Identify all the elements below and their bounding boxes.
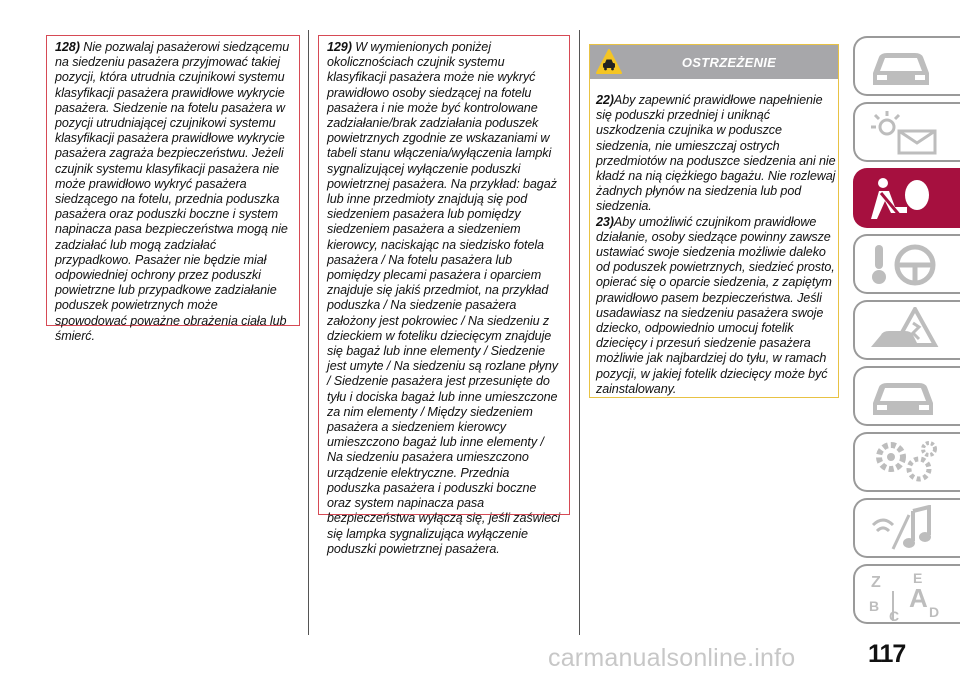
warning-item bbox=[596, 93, 836, 215]
multimedia-icon bbox=[869, 505, 945, 553]
car-dashboard-icon bbox=[869, 43, 945, 91]
steering-wheel-key-icon bbox=[869, 241, 945, 289]
car-service-icon bbox=[869, 373, 945, 421]
warning-text: Aby zapewnić prawidłowe napełnienie się poduszki przedniej i uniknąć uszkodzenia czujnika w poduszce siedzenia, nie umieszczaj ostrych przedmiotów na poduszce siedzenia ani nie kładź na nią ciężkiego bagażu. Nie rozlewaj żadnych płynów na siedzenia lub pod siedzenia. bbox=[596, 93, 836, 214]
svg-text:B: B bbox=[869, 598, 880, 614]
warning-ref: 23) bbox=[596, 214, 614, 229]
note-ref: 128) bbox=[55, 40, 80, 54]
tab-safety[interactable] bbox=[853, 168, 960, 228]
svg-text:A: A bbox=[909, 583, 928, 613]
alphabetical-index-icon bbox=[869, 571, 945, 623]
note-129 bbox=[318, 35, 570, 556]
warning-lights-icon bbox=[869, 109, 945, 157]
warning-text: Aby umożliwić czujnikom prawidłowe działanie, osoby siedzące powinny zawsze ustawiać swoje siedzenia możliwie daleko od poduszek powietrznych, siedzieć prosto, opierać się o oparcie siedzenia, z zapiętym prawidłowo pasem bezpieczeństwa. Jeśli usadawiasz na siedzeniu pasażera swoje dziecko, odpowiednio umocuj fotelik dziecięcy i przesuń siedzenie pasażera możliwie jak najbardziej do tyłu, w ramach pozycji, w jakiej fotelik dziecięcy może być zainstalowany. bbox=[596, 214, 835, 396]
warning-header bbox=[590, 45, 838, 79]
technical-data-icon bbox=[869, 439, 945, 487]
road-emergency-icon bbox=[869, 307, 945, 355]
warning-body bbox=[590, 79, 838, 405]
tab-multimedia[interactable] bbox=[853, 498, 960, 558]
tab-index[interactable] bbox=[853, 564, 960, 624]
watermark: carmanualsonline.info bbox=[548, 644, 796, 672]
airbag-safety-icon bbox=[869, 175, 945, 223]
warning-title: OSTRZEŻENIE bbox=[681, 55, 777, 70]
page-number: 117 bbox=[868, 640, 906, 668]
tab-dashboard[interactable] bbox=[853, 36, 960, 96]
warning-ref: 22) bbox=[596, 93, 614, 107]
tab-emergency[interactable] bbox=[853, 300, 960, 360]
tab-technical-data[interactable] bbox=[853, 432, 960, 492]
svg-text:D: D bbox=[929, 604, 940, 620]
svg-text:C: C bbox=[889, 608, 900, 623]
tab-maintenance[interactable] bbox=[853, 366, 960, 426]
note-ref: 129) bbox=[327, 40, 352, 54]
column-divider-left bbox=[308, 30, 309, 635]
column-divider-right bbox=[579, 30, 580, 635]
svg-text:E: E bbox=[913, 571, 923, 586]
tab-warning-lights[interactable] bbox=[853, 102, 960, 162]
note-text: W wymienionych poniżej okolicznościach czujnik systemu klasyfikacji pasażera może nie wykryć prawidłowo osoby siedzącej na fotelu pasażera i nie może być kontrolowane zadziałanie/brak zadziałania poduszek powietrznych zgodnie ze wskazaniami w tabeli stanu włączenia/wyłączenia lampki sygnalizującej wyłączenie poduszki powietrznej pasażera. Na przykład: bagaż lub inne przedmioty znajdują się pod siedzeniem pasażera lub pomiędzy siedzeniem pasażera a siedzeniem kierowcy, naciskając na siedzisko fotela pasażera / Na fotelu pasażera lub pomiędzy plecami pasażera i oparciem znajduje się jakiś przedmiot, na przykład poduszka / Na siedzenie pasażera założony jest pokrowiec / Na siedzeniu z dzieckiem w foteliku dziecięcym znajduje się bagaż lub inne elementy / Siedzenie jest umyte / Na siedzeniu są rozlane płyny / Siedzenie pasażera jest przesunięte do tyłu i dociska bagaż lub inne umieszczone za nim elementy / Między siedzeniem pasażera a siedzeniem kierowcy umieszczono bagaż lub inne elementy / Na siedzeniu pasażera umieszczono urządzenie elektryczne. Przednia poduszka pasażera i poduszki boczne oraz system napinacza pasa bezpieczeństwa wyłączą się, jeśli zaświeci się lampka sygnalizująca wyłączenie poduszki powietrznej pasażera. bbox=[327, 40, 561, 556]
note-text: Nie pozwalaj pasażerowi siedzącemu na siedzeniu pasażera przyjmować takiej pozycji, która utrudnia czujnikowi systemu klasyfikacji pasażera prawidłowe wykrycie pasażera. Siedzenie na fotelu pasażera w pozycji utrudniającej czujnikowi systemu klasyfikacji pasażera prawidłowe wykrycie pasażera zagraża bezpieczeństwu. Jeżeli czujnik systemu klasyfikacji pasażera nie może prawidłowo wykryć pasażera siedzącego na fotelu, przednia poduszka pasażera oraz poduszki boczne i system napinacza pasa bezpieczeństwa mogą nie zadziałać lub mogą zadziałać przypadkowo. Pasażer nie będzie miał odpowiedniej ochrony przez poduszki powietrzne lub przypadkowe zadziałanie poduszek powietrznych może spowodować poważne obrażenia ciała lub śmierć. bbox=[55, 40, 290, 343]
warning-item bbox=[596, 215, 836, 397]
warning-box bbox=[589, 44, 839, 398]
svg-text:Z: Z bbox=[871, 574, 881, 591]
tab-start-driving[interactable] bbox=[853, 234, 960, 294]
note-128 bbox=[46, 35, 300, 343]
